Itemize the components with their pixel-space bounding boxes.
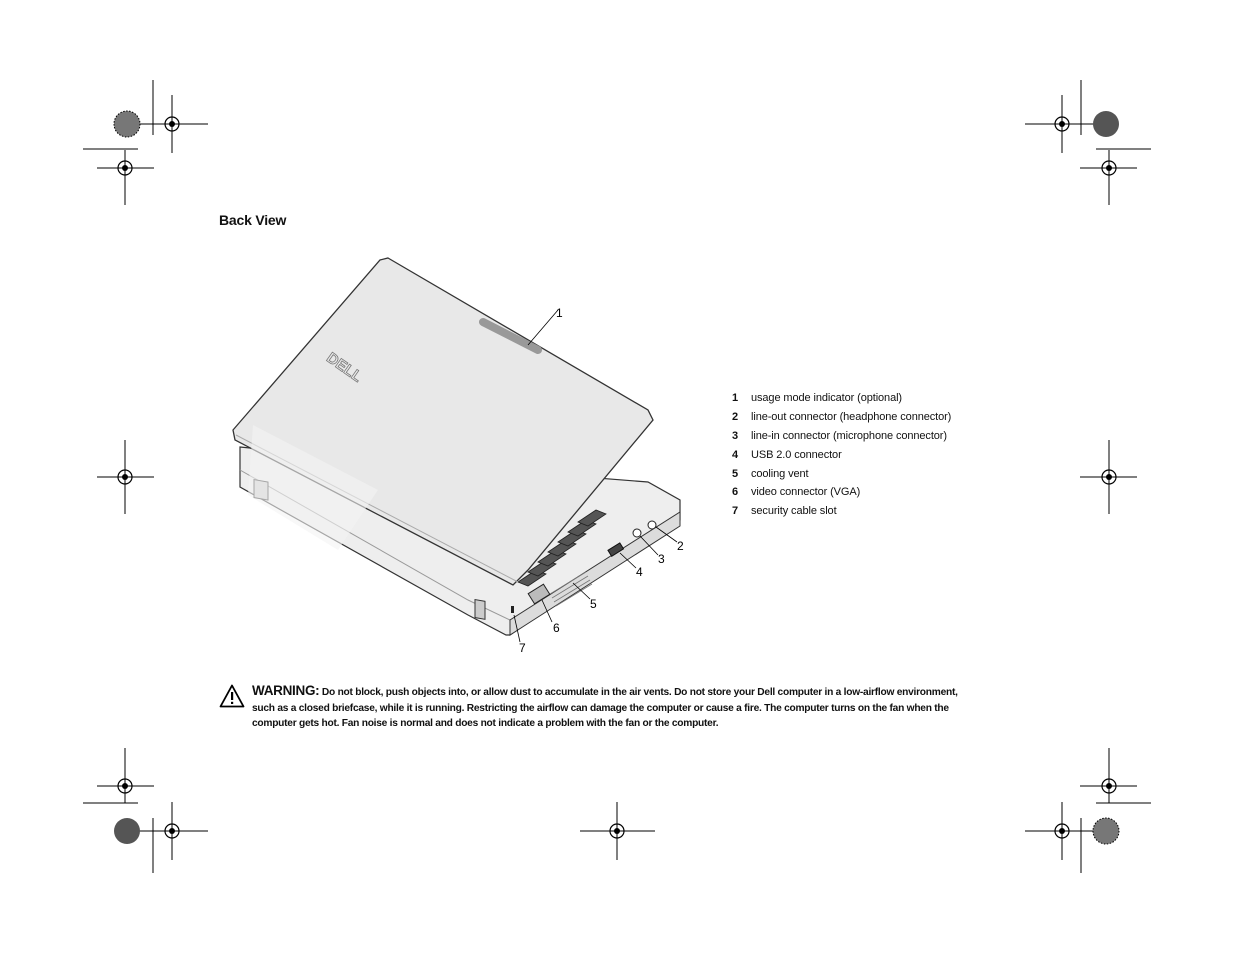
- legend-item: 5 cooling vent: [732, 467, 809, 480]
- callout-4: 4: [636, 565, 643, 579]
- legend-item: 2 line-out connector (headphone connector): [732, 411, 952, 424]
- callout-5: 5: [590, 597, 597, 611]
- warning-triangle-icon: [219, 684, 245, 708]
- legend-item: 3 line-in connector (microphone connector): [732, 429, 947, 442]
- warning-text: [219, 683, 964, 732]
- warning-message: Do not block, push objects into, or allow dust to accumulate in the air vents. Do not store your Dell computer in a low-airflow environment, such as a closed briefcase, while it is running. Restricting the airflow can damage the computer or cause a fire. The computer turns on the fan when the computer gets hot. Fan noise is normal and does not indicate a problem with the fan or the computer.: [252, 687, 958, 729]
- legend-item: 1 usage mode indicator (optional): [732, 392, 902, 405]
- callout-1: 1: [556, 306, 563, 320]
- warning-notice: [219, 683, 964, 732]
- callout-legend: [732, 389, 1032, 521]
- laptop-back-view-figure: [228, 250, 698, 660]
- callout-7: 7: [519, 641, 526, 655]
- callout-2: 2: [677, 539, 684, 553]
- callout-6: 6: [553, 621, 560, 635]
- dell-logo: DELL: [323, 349, 366, 386]
- callout-3: 3: [658, 552, 665, 566]
- legend-item: 6 video connector (VGA): [732, 486, 861, 499]
- section-title: Back View: [219, 212, 287, 228]
- warning-label: WARNING:: [252, 683, 320, 698]
- laptop-illustration: [228, 250, 698, 660]
- legend-item: 4 USB 2.0 connector: [732, 448, 842, 461]
- legend-item: 7 security cable slot: [732, 505, 837, 518]
